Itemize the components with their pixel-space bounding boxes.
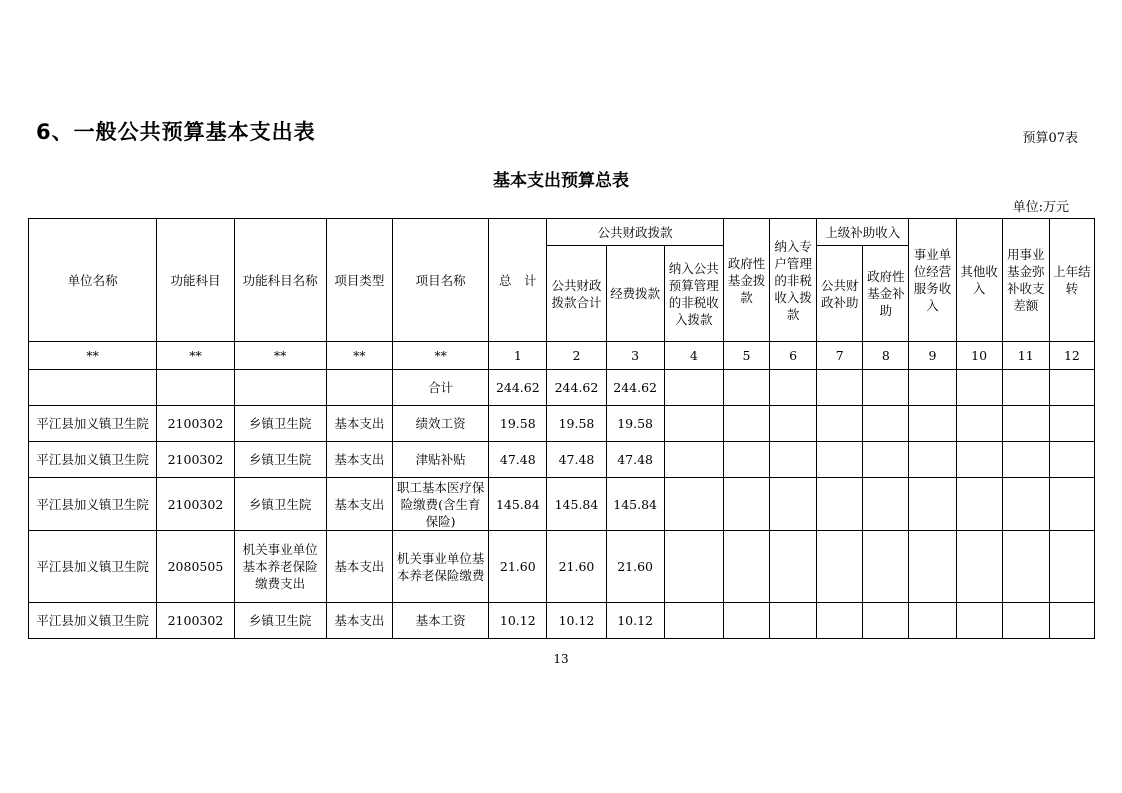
form-number: 预算07表: [1022, 131, 1078, 146]
cell-item-name: 绩效工资: [392, 406, 488, 442]
index-cell: 8: [863, 342, 909, 370]
index-cell: 11: [1002, 342, 1049, 370]
cell-total: 10.12: [489, 603, 547, 639]
total-pf-subtotal: 244.62: [547, 370, 606, 406]
cell-item-name: 津贴补贴: [392, 442, 488, 478]
cell-func-code: 2100302: [157, 442, 234, 478]
index-cell: 1: [489, 342, 547, 370]
empty-cell: [1002, 478, 1049, 531]
empty-cell: [1049, 603, 1094, 639]
empty-cell: [664, 442, 723, 478]
empty-cell: [770, 531, 817, 603]
index-cell: 12: [1049, 342, 1094, 370]
empty-cell: [956, 478, 1002, 531]
col-header-unit-name: 单位名称: [29, 219, 157, 342]
col-header-public-fiscal: 公共财政拨款: [547, 219, 724, 246]
cell-func-code: 2100302: [157, 406, 234, 442]
cell-unit-name: 平江县加义镇卫生院: [29, 603, 157, 639]
empty-cell: [664, 531, 723, 603]
cell-func-name: 乡镇卫生院: [234, 478, 326, 531]
empty-cell: [909, 406, 956, 442]
index-cell: 5: [723, 342, 769, 370]
empty-cell: [1049, 442, 1094, 478]
col-header-carryover: 上年结转: [1049, 219, 1094, 342]
cell-func-code: 2100302: [157, 478, 234, 531]
index-cell: 3: [606, 342, 664, 370]
index-cell: **: [234, 342, 326, 370]
empty-cell: [664, 478, 723, 531]
cell-total: 145.84: [489, 478, 547, 531]
table-row: [29, 531, 1095, 603]
empty-cell: [817, 442, 863, 478]
cell-item-type: 基本支出: [326, 406, 392, 442]
index-cell: 7: [817, 342, 863, 370]
empty-cell: [1002, 442, 1049, 478]
empty-cell: [956, 531, 1002, 603]
empty-cell: [1002, 603, 1049, 639]
cell-pf-funding: 47.48: [606, 442, 664, 478]
cell-pf-subtotal: 10.12: [547, 603, 606, 639]
col-header-gov-fund: 政府性基金拨款: [723, 219, 769, 342]
empty-cell: [770, 478, 817, 531]
empty-cell: [770, 442, 817, 478]
cell-pf-funding: 145.84: [606, 478, 664, 531]
empty-cell: [817, 478, 863, 531]
col-header-ss-gov-fund: 政府性基金补助: [863, 246, 909, 342]
table-row: [29, 603, 1095, 639]
table-row: [29, 406, 1095, 442]
empty-cell: [1002, 531, 1049, 603]
index-cell: 10: [956, 342, 1002, 370]
empty-cell: [723, 406, 769, 442]
table-row: [29, 442, 1095, 478]
col-header-other-income: 其他收入: [956, 219, 1002, 342]
cell-total: 19.58: [489, 406, 547, 442]
cell-pf-funding: 19.58: [606, 406, 664, 442]
cell-pf-subtotal: 21.60: [547, 531, 606, 603]
empty-cell: [909, 603, 956, 639]
empty-cell: [956, 603, 1002, 639]
empty-cell: [1049, 478, 1094, 531]
col-header-func-code: 功能科目: [157, 219, 234, 342]
index-cell: 4: [664, 342, 723, 370]
page-title: 6、一般公共预算基本支出表: [36, 120, 316, 144]
index-cell: 9: [909, 342, 956, 370]
col-header-reserve-fund: 用事业基金弥补收支差额: [1002, 219, 1049, 342]
cell-func-code: 2080505: [157, 531, 234, 603]
col-header-ss-public: 公共财政补助: [817, 246, 863, 342]
cell-item-name: 基本工资: [392, 603, 488, 639]
empty-cell: [863, 478, 909, 531]
cell-pf-subtotal: 145.84: [547, 478, 606, 531]
cell-func-name: 乡镇卫生院: [234, 442, 326, 478]
index-cell: 6: [770, 342, 817, 370]
empty-cell: [664, 406, 723, 442]
col-header-func-name: 功能科目名称: [234, 219, 326, 342]
empty-cell: [664, 603, 723, 639]
col-header-special-nontax: 纳入专户管理的非税收入拨款: [770, 219, 817, 342]
cell-item-name: 机关事业单位基本养老保险缴费: [392, 531, 488, 603]
cell-pf-subtotal: 47.48: [547, 442, 606, 478]
col-header-pf-funding: 经费拨款: [606, 246, 664, 342]
empty-cell: [956, 406, 1002, 442]
cell-item-type: 基本支出: [326, 442, 392, 478]
empty-cell: [909, 531, 956, 603]
empty-cell: [817, 531, 863, 603]
empty-cell: [723, 531, 769, 603]
index-row: [29, 342, 1095, 370]
cell-item-type: 基本支出: [326, 478, 392, 531]
cell-func-name: 乡镇卫生院: [234, 603, 326, 639]
unit-label: 单位:万元: [1012, 200, 1069, 215]
total-row: [29, 370, 1095, 406]
cell-unit-name: 平江县加义镇卫生院: [29, 406, 157, 442]
cell-total: 21.60: [489, 531, 547, 603]
empty-cell: [723, 603, 769, 639]
table-title: 基本支出预算总表: [493, 171, 629, 191]
cell-func-name: 乡镇卫生院: [234, 406, 326, 442]
empty-cell: [770, 603, 817, 639]
total-pf-funding: 244.62: [606, 370, 664, 406]
cell-unit-name: 平江县加义镇卫生院: [29, 442, 157, 478]
empty-cell: [817, 406, 863, 442]
empty-cell: [909, 442, 956, 478]
cell-pf-subtotal: 19.58: [547, 406, 606, 442]
col-header-total: 总 计: [489, 219, 547, 342]
cell-unit-name: 平江县加义镇卫生院: [29, 478, 157, 531]
empty-cell: [723, 478, 769, 531]
table-row: [29, 478, 1095, 531]
empty-cell: [863, 406, 909, 442]
index-cell: **: [157, 342, 234, 370]
total-label: 合计: [392, 370, 488, 406]
empty-cell: [1049, 531, 1094, 603]
index-cell: **: [326, 342, 392, 370]
page-number: 13: [553, 652, 569, 666]
cell-func-code: 2100302: [157, 603, 234, 639]
empty-cell: [909, 478, 956, 531]
col-header-item-name: 项目名称: [392, 219, 488, 342]
cell-item-name: 职工基本医疗保险缴费(含生育保险): [392, 478, 488, 531]
cell-item-type: 基本支出: [326, 603, 392, 639]
cell-total: 47.48: [489, 442, 547, 478]
empty-cell: [723, 442, 769, 478]
empty-cell: [770, 406, 817, 442]
empty-cell: [863, 603, 909, 639]
index-cell: 2: [547, 342, 606, 370]
cell-item-type: 基本支出: [326, 531, 392, 603]
col-header-superior-subsidy: 上级补助收入: [817, 219, 909, 246]
empty-cell: [1002, 406, 1049, 442]
budget-table: [28, 218, 1095, 639]
empty-cell: [1049, 406, 1094, 442]
cell-pf-funding: 10.12: [606, 603, 664, 639]
empty-cell: [863, 531, 909, 603]
empty-cell: [863, 442, 909, 478]
index-cell: **: [392, 342, 488, 370]
col-header-pf-subtotal: 公共财政拨款合计: [547, 246, 606, 342]
cell-unit-name: 平江县加义镇卫生院: [29, 531, 157, 603]
empty-cell: [956, 442, 1002, 478]
col-header-pf-nontax: 纳入公共预算管理的非税收入拨款: [664, 246, 723, 342]
total-amount: 244.62: [489, 370, 547, 406]
index-cell: **: [29, 342, 157, 370]
cell-pf-funding: 21.60: [606, 531, 664, 603]
empty-cell: [817, 603, 863, 639]
col-header-item-type: 项目类型: [326, 219, 392, 342]
cell-func-name: 机关事业单位基本养老保险缴费支出: [234, 531, 326, 603]
col-header-business-income: 事业单位经营服务收入: [909, 219, 956, 342]
